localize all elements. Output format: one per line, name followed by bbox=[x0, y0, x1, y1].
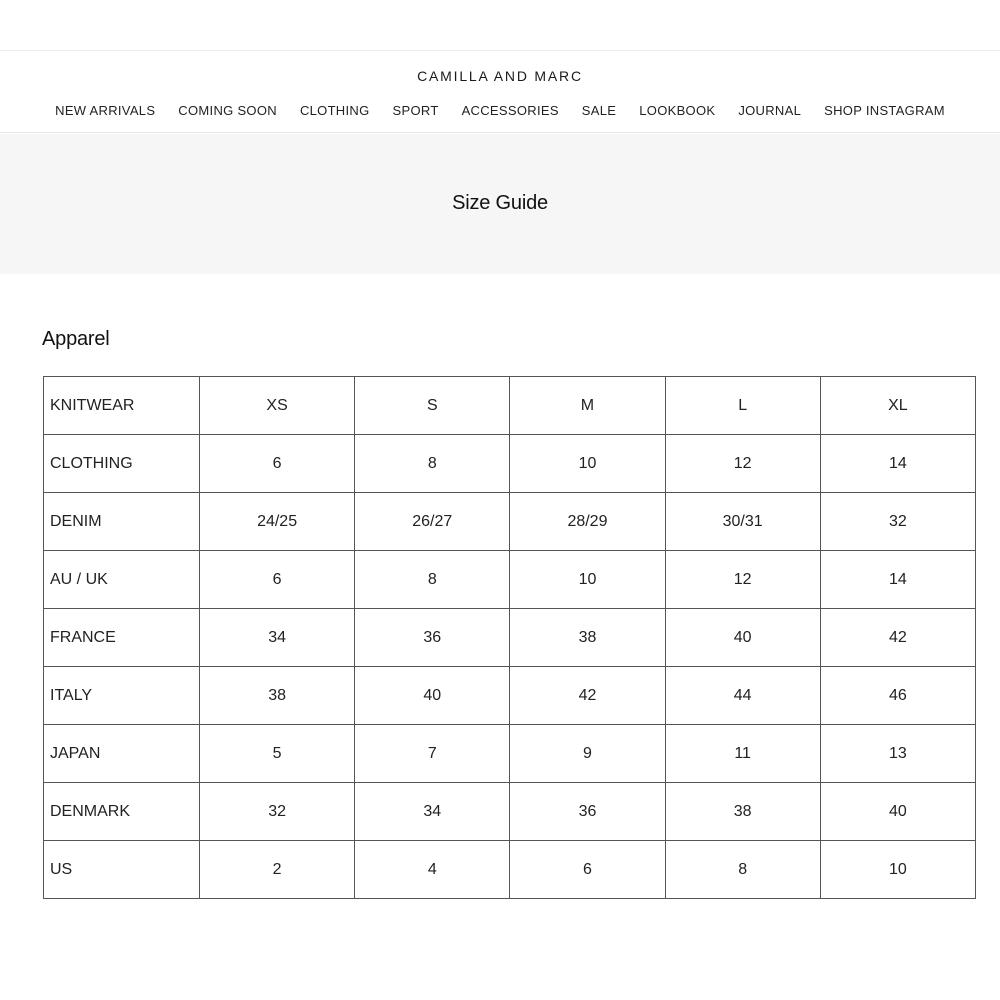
table-cell: 42 bbox=[820, 609, 975, 667]
page-title: Size Guide bbox=[452, 192, 548, 214]
nav-item-coming-soon[interactable]: COMING SOON bbox=[178, 103, 277, 118]
nav-item-new-arrivals[interactable]: NEW ARRIVALS bbox=[55, 103, 156, 118]
table-cell: 32 bbox=[820, 493, 975, 551]
row-label: DENMARK bbox=[44, 783, 200, 841]
table-row bbox=[44, 609, 976, 667]
table-cell: 6 bbox=[510, 841, 665, 899]
nav-item-shop-instagram[interactable]: SHOP INSTAGRAM bbox=[824, 103, 945, 118]
nav-divider bbox=[0, 132, 1000, 133]
nav-item-clothing[interactable]: CLOTHING bbox=[299, 103, 370, 118]
table-cell: 36 bbox=[355, 609, 510, 667]
table-cell: 13 bbox=[820, 725, 975, 783]
size-chart-body bbox=[44, 377, 976, 899]
table-cell: XS bbox=[200, 377, 355, 435]
section-title-apparel: Apparel bbox=[42, 328, 110, 350]
table-cell: 30/31 bbox=[665, 493, 820, 551]
table-cell: 8 bbox=[355, 551, 510, 609]
table-cell: 32 bbox=[200, 783, 355, 841]
row-label: KNITWEAR bbox=[44, 377, 200, 435]
table-row bbox=[44, 493, 976, 551]
table-cell: 5 bbox=[200, 725, 355, 783]
table-row bbox=[44, 841, 976, 899]
table-cell: 7 bbox=[355, 725, 510, 783]
table-cell: 40 bbox=[355, 667, 510, 725]
table-cell: 14 bbox=[820, 435, 975, 493]
row-label: ITALY bbox=[44, 667, 200, 725]
table-cell: 10 bbox=[820, 841, 975, 899]
table-row bbox=[44, 783, 976, 841]
table-cell: 12 bbox=[665, 551, 820, 609]
nav-item-journal[interactable]: JOURNAL bbox=[738, 103, 802, 118]
nav-item-sport[interactable]: SPORT bbox=[392, 103, 439, 118]
nav-item-accessories[interactable]: ACCESSORIES bbox=[461, 103, 559, 118]
table-cell: 26/27 bbox=[355, 493, 510, 551]
table-cell: M bbox=[510, 377, 665, 435]
table-cell: 44 bbox=[665, 667, 820, 725]
table-row bbox=[44, 667, 976, 725]
table-cell: 38 bbox=[200, 667, 355, 725]
table-cell: 11 bbox=[665, 725, 820, 783]
table-cell: 34 bbox=[200, 609, 355, 667]
row-label: AU / UK bbox=[44, 551, 200, 609]
row-label: CLOTHING bbox=[44, 435, 200, 493]
nav-item-sale[interactable]: SALE bbox=[581, 103, 617, 118]
table-cell: 36 bbox=[510, 783, 665, 841]
table-row bbox=[44, 377, 976, 435]
table-row bbox=[44, 551, 976, 609]
page-banner bbox=[0, 134, 1000, 274]
table-cell: 8 bbox=[665, 841, 820, 899]
row-label: JAPAN bbox=[44, 725, 200, 783]
table-cell: 40 bbox=[820, 783, 975, 841]
row-label: FRANCE bbox=[44, 609, 200, 667]
table-cell: 38 bbox=[665, 783, 820, 841]
table-cell: 9 bbox=[510, 725, 665, 783]
table-cell: 8 bbox=[355, 435, 510, 493]
table-cell: 6 bbox=[200, 435, 355, 493]
table-cell: 46 bbox=[820, 667, 975, 725]
table-row bbox=[44, 725, 976, 783]
table-cell: 42 bbox=[510, 667, 665, 725]
row-label: US bbox=[44, 841, 200, 899]
nav-item-lookbook[interactable]: LOOKBOOK bbox=[639, 103, 716, 118]
header-top-divider bbox=[0, 50, 1000, 51]
table-cell: 10 bbox=[510, 551, 665, 609]
table-cell: L bbox=[665, 377, 820, 435]
table-cell: 4 bbox=[355, 841, 510, 899]
table-cell: 38 bbox=[510, 609, 665, 667]
table-cell: 14 bbox=[820, 551, 975, 609]
table-cell: XL bbox=[820, 377, 975, 435]
brand-logo[interactable]: CAMILLA AND MARC bbox=[417, 68, 583, 84]
table-cell: 12 bbox=[665, 435, 820, 493]
table-cell: 6 bbox=[200, 551, 355, 609]
table-cell: 24/25 bbox=[200, 493, 355, 551]
table-cell: 40 bbox=[665, 609, 820, 667]
table-cell: 28/29 bbox=[510, 493, 665, 551]
table-cell: S bbox=[355, 377, 510, 435]
main-nav bbox=[0, 103, 1000, 118]
table-cell: 2 bbox=[200, 841, 355, 899]
size-chart-table bbox=[43, 376, 976, 899]
table-cell: 10 bbox=[510, 435, 665, 493]
table-row bbox=[44, 435, 976, 493]
row-label: DENIM bbox=[44, 493, 200, 551]
table-cell: 34 bbox=[355, 783, 510, 841]
